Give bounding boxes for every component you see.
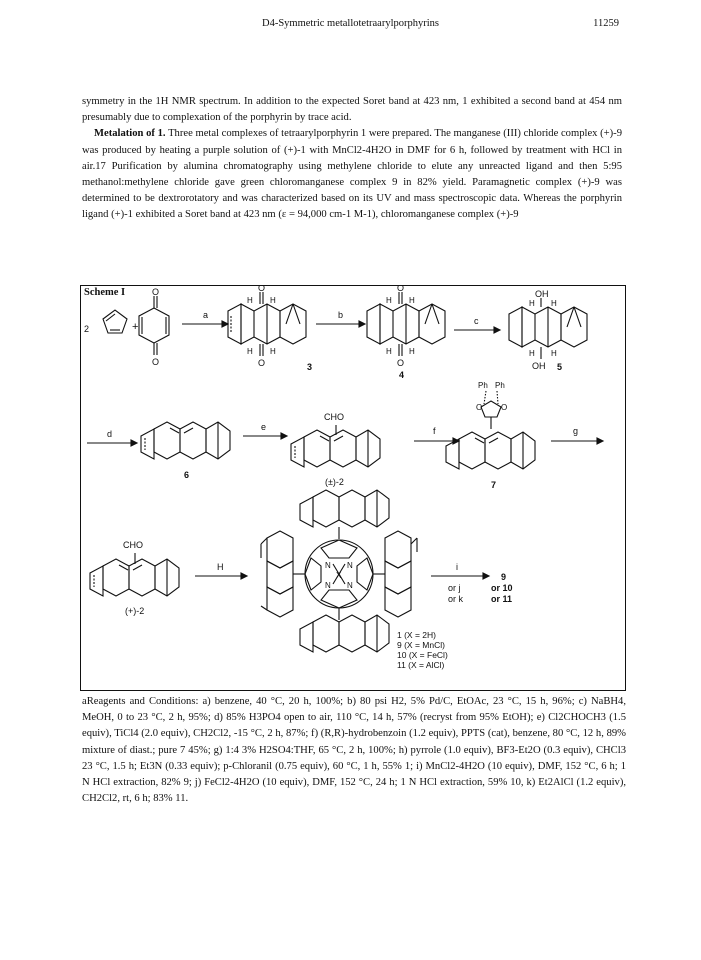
label-c2-plus: (+)-2 [125, 606, 145, 616]
c4-h4: H [409, 347, 415, 356]
label-c4: 4 [399, 370, 405, 380]
paragraph-1: symmetry in the 1H NMR spectrum. In addition to the expected Soret band at 423 nm, 1 exhibited a second band at 454 nm presumably due to complexation of the porphyrin by trace acid. [82, 96, 622, 124]
label-or-j: or j [448, 583, 461, 593]
porph-x: X [336, 571, 342, 580]
c7-ph-2: Ph [495, 381, 505, 390]
scheme-title: Scheme I [84, 287, 126, 298]
c7-o-2: O [501, 403, 508, 412]
label-i: i [456, 562, 458, 572]
legend-11: 11 (X = AlCl) [397, 660, 445, 670]
label-h: H [217, 562, 224, 572]
compound-2-plus [90, 553, 179, 596]
legend-9: 9 (X = MnCl) [397, 640, 445, 650]
porph-n2: N [347, 561, 353, 570]
label-c5: 5 [557, 362, 563, 372]
label-c2-racemic: (±)-2 [325, 477, 344, 487]
label-c3: 3 [307, 362, 313, 372]
compound-5 [509, 298, 587, 359]
label-or-k: or k [448, 594, 464, 604]
quinone-o-bottom: O [152, 357, 160, 367]
label-e: e [261, 422, 267, 432]
c7-ph-1: Ph [478, 381, 488, 390]
label-f: f [433, 426, 436, 436]
label-g: g [573, 426, 579, 436]
c5-oh-top: OH [535, 289, 549, 299]
label-b: b [338, 310, 344, 320]
c4-h2: H [409, 296, 415, 305]
c3-o-bottom: O [258, 358, 266, 368]
scheme-footnote: aReagents and Conditions: a) benzene, 40 °C, 20 h, 100%; b) 80 psi H2, 5% Pd/C, EtOAc, 23 °C, 15 h, 96%; c) NaBH4, MeOH, 0 to 23 °C, 2 h, 95%; d) 85% H3PO4 open to air, 110 °C, 14 h, 57% (recryst from 95% EtOH); e) Cl2CHOCH3 (1.5 equiv), TiCl4 (2.0 equiv), CH2Cl2, -15 °C, 2 h, 87%; f) (R,R)-hydrobenzoin (1.2 equiv), PPTS (cat), benzene, 80 °C, 12 h, 89% mixture of diast.; pure 7 45%; g) 1:4 3% H2SO4:THF, 65 °C, 2 h, 100%; h) pyrrole (1.0 equiv), BF3-Et2O (0.3 equiv), CHCl3 23 °C, 1.5 h; Et3N (0.33 equiv); p-Chloranil (0.75 equiv), 60 °C, 1 h, 55% 1; i) MnCl2-4H2O (10 equiv), DMF, 152 °C, 6 h; 1 N HCl extraction, 82% 9; j) FeCl2-4H2O (10 equiv), DMF, 152 °C, 24 h; 1 N HCl extraction, 59% 10, k) Et2AlCl (1.2 equiv), CH2Cl2, rt, 6 h; 83% 11. [82, 696, 626, 805]
c3-h1: H [247, 296, 253, 305]
c4-h1: H [386, 296, 392, 305]
arrow-b-head [359, 321, 365, 327]
arrow-e-head [281, 433, 287, 439]
compound-6 [141, 422, 230, 459]
compound-3 [228, 292, 306, 356]
c5-h2: H [551, 299, 557, 308]
paragraph-2 [82, 126, 622, 223]
c3-h3: H [247, 347, 253, 356]
paragraph-2-lead: Metalation of 1. [94, 128, 166, 140]
arrow-d-head [131, 440, 137, 446]
porph-n1: N [325, 561, 331, 570]
scheme-figure [80, 285, 626, 691]
label-c6: 6 [184, 470, 190, 480]
c4-o-bottom: O [397, 358, 405, 368]
arrow-h-head [241, 573, 247, 579]
label-c: c [474, 316, 479, 326]
paragraph-2-body: Three metal complexes of tetraarylporphyrin 1 were prepared. The manganese (III) chloride complex (+)-9 was produced by heating a purple solution of (+)-1 with MnCl2-4H2O in DMF for 6 h, followed by treatment with HCl in air.17 Purification by alumina chromatography using methylene chloride to elute any unreacted ligand and then 5:95 methanol:methylene chloride gave green chloromanganese complex 9 in 82% yield. Paramagnetic complex (+)-9 was determined to be dextrorotatory and was characterized based on its UV and mass spectroscopic data. Whereas the porphyrin ligand (+)-1 exhibited a Soret band at 423 nm (ε = 94,000 cm-1 M-1), chloromanganese complex (+)-9 [82, 128, 622, 221]
benzoquinone [139, 296, 169, 355]
quinone-o-top: O [152, 287, 160, 297]
arrow-c-head [494, 327, 500, 333]
running-header [0, 18, 701, 36]
legend-1: 1 (X = 2H) [397, 630, 436, 640]
compound-7 [446, 391, 535, 469]
c7-o-1: O [476, 403, 483, 412]
c5-h3: H [529, 349, 535, 358]
cho-label-1: CHO [324, 412, 344, 422]
product-10: or 10 [491, 583, 513, 593]
label-a: a [203, 310, 209, 320]
c4-o-top: O [397, 286, 405, 293]
label-d: d [107, 429, 113, 439]
legend-10: 10 (X = FeCl) [397, 650, 448, 660]
compound-4 [367, 292, 445, 356]
cyclopentadiene [103, 310, 127, 333]
label-plus: + [132, 321, 139, 333]
arrow-i-head [483, 573, 489, 579]
c4-h3: H [386, 347, 392, 356]
label-coef: 2 [84, 324, 90, 334]
porph-n3: N [325, 581, 331, 590]
c3-h2: H [270, 296, 276, 305]
c5-oh-bottom: OH [532, 361, 546, 371]
running-title: D4-Symmetric metallotetraarylporphyrins [262, 18, 439, 29]
product-11: or 11 [491, 594, 513, 604]
product-9: 9 [501, 572, 507, 582]
c5-h1: H [529, 299, 535, 308]
body-text [82, 94, 622, 224]
label-c7: 7 [491, 480, 497, 490]
porph-n4: N [347, 581, 353, 590]
compound-2-racemic [291, 425, 380, 467]
c5-h4: H [551, 349, 557, 358]
page-number: 11259 [593, 18, 619, 29]
c3-o-top: O [258, 286, 266, 293]
cho-label-2: CHO [123, 540, 143, 550]
scheme-drawing [81, 286, 625, 690]
arrow-g-head [597, 438, 603, 444]
arrow-a-head [222, 321, 228, 327]
c3-h4: H [270, 347, 276, 356]
